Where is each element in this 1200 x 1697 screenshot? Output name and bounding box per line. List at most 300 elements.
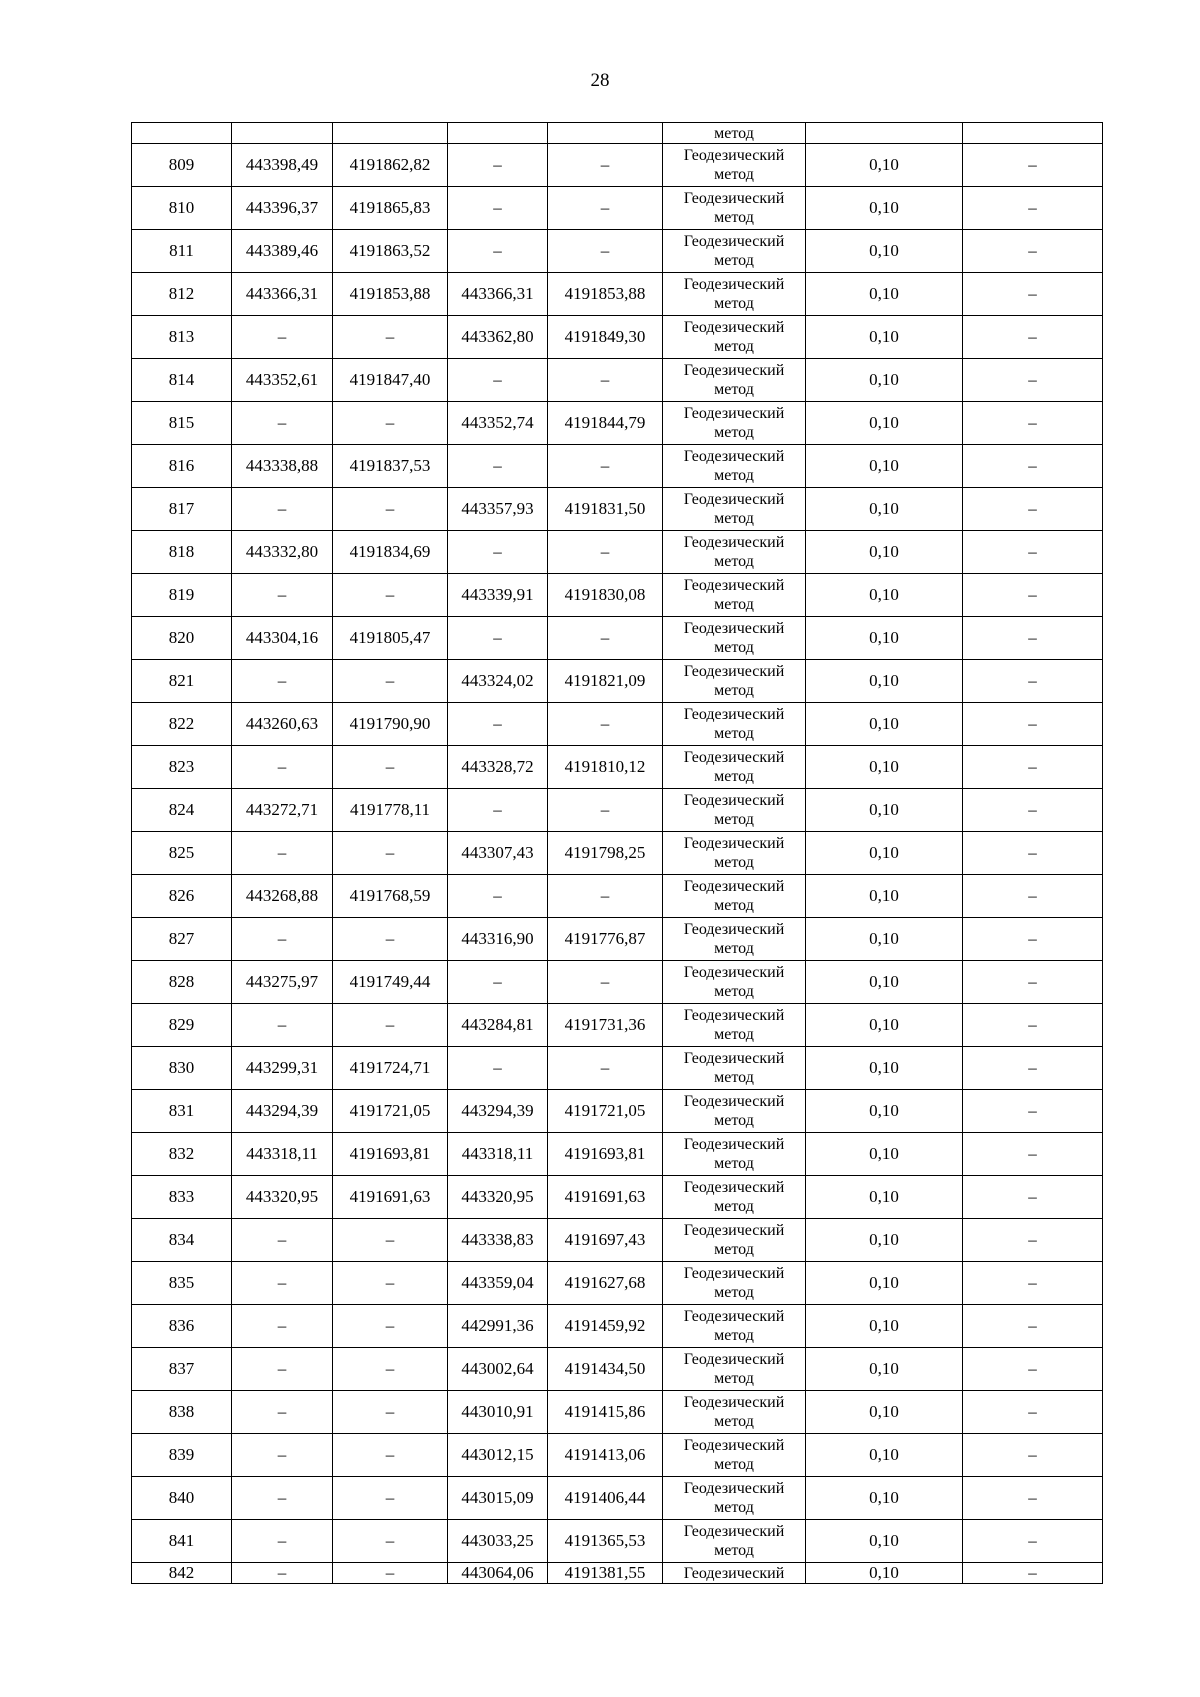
cell-x-existing: 443320,95 <box>232 1176 333 1219</box>
method-line-1: Геодезический <box>683 749 785 766</box>
cell-accuracy: 0,10 <box>806 1133 963 1176</box>
method-line-2: метод <box>714 639 754 656</box>
method-line-1: Геодезический <box>683 190 785 207</box>
cell-point-number: 809 <box>132 144 232 187</box>
cell-point-number: 833 <box>132 1176 232 1219</box>
cell-x-refined: 443352,74 <box>448 402 548 445</box>
method-line-1: Геодезический <box>683 319 785 336</box>
cell-note: – <box>963 445 1103 488</box>
method-line-1: Геодезический <box>683 147 785 164</box>
cell-x-refined: – <box>448 789 548 832</box>
cell-x-refined: – <box>448 359 548 402</box>
method-line-1: Геодезический <box>683 233 785 250</box>
cell-note: – <box>963 230 1103 273</box>
method-line-1: Геодезический <box>683 448 785 465</box>
cell-y-existing: – <box>333 488 448 531</box>
method-line-1: Геодезический <box>683 276 785 293</box>
cell-accuracy: 0,10 <box>806 918 963 961</box>
table-row <box>132 1305 1103 1348</box>
cell-empty <box>548 123 663 144</box>
table-row <box>132 617 1103 660</box>
cell-x-refined: – <box>448 144 548 187</box>
cell-empty <box>132 123 232 144</box>
cell-point-number: 842 <box>132 1563 232 1584</box>
cell-x-refined: – <box>448 445 548 488</box>
method-line-2: метод <box>714 1327 754 1344</box>
cell-accuracy: 0,10 <box>806 1004 963 1047</box>
method-line-1: Геодезический <box>683 878 785 895</box>
method-line-2: метод <box>714 811 754 828</box>
cell-x-refined: 443064,06 <box>448 1563 548 1584</box>
method-line-2: метод <box>714 1069 754 1086</box>
method-text: метод <box>714 124 754 142</box>
table-row <box>132 832 1103 875</box>
cell-note: – <box>963 1305 1103 1348</box>
method-line-1: Геодезический <box>683 577 785 594</box>
cell-y-existing: 4191724,71 <box>333 1047 448 1090</box>
cell-x-refined: 443307,43 <box>448 832 548 875</box>
cell-accuracy: 0,10 <box>806 445 963 488</box>
cell-method <box>663 1391 806 1434</box>
cell-note: – <box>963 1434 1103 1477</box>
cell-y-refined: – <box>548 875 663 918</box>
cell-x-existing: 443396,37 <box>232 187 333 230</box>
cell-y-existing: 4191862,82 <box>333 144 448 187</box>
method-line-2: метод <box>714 854 754 871</box>
table-row <box>132 230 1103 273</box>
cell-note: – <box>963 359 1103 402</box>
method-line-1: Геодезический <box>683 835 785 852</box>
cell-method <box>663 918 806 961</box>
cell-empty <box>448 123 548 144</box>
cell-y-existing: – <box>333 402 448 445</box>
cell-empty <box>806 123 963 144</box>
cell-note: – <box>963 402 1103 445</box>
cell-x-existing: – <box>232 1477 333 1520</box>
method-line-2: метод <box>714 381 754 398</box>
cell-method <box>663 488 806 531</box>
cell-point-number: 826 <box>132 875 232 918</box>
cell-y-refined: – <box>548 144 663 187</box>
cell-x-refined: 443318,11 <box>448 1133 548 1176</box>
cell-x-existing: – <box>232 660 333 703</box>
cell-note: – <box>963 1219 1103 1262</box>
cell-note: – <box>963 832 1103 875</box>
cell-x-refined: 442991,36 <box>448 1305 548 1348</box>
cell-note: – <box>963 273 1103 316</box>
cell-x-refined: 443339,91 <box>448 574 548 617</box>
method-line-1: Геодезический <box>683 405 785 422</box>
cell-method <box>663 746 806 789</box>
method-line-1: Геодезический <box>683 921 785 938</box>
cell-y-existing: 4191790,90 <box>333 703 448 746</box>
cell-method <box>663 1348 806 1391</box>
cell-y-refined: 4191697,43 <box>548 1219 663 1262</box>
method-line-2: метод <box>714 1241 754 1258</box>
cell-x-refined: 443362,80 <box>448 316 548 359</box>
method-line-1: Геодезический <box>683 1265 785 1282</box>
table-row <box>132 875 1103 918</box>
cell-y-existing: – <box>333 1477 448 1520</box>
cell-note: – <box>963 660 1103 703</box>
cell-accuracy: 0,10 <box>806 187 963 230</box>
cell-x-existing: – <box>232 1348 333 1391</box>
cell-x-refined: – <box>448 961 548 1004</box>
cell-method <box>663 1563 806 1584</box>
cell-y-existing: 4191834,69 <box>333 531 448 574</box>
cell-method <box>663 359 806 402</box>
cell-method <box>663 574 806 617</box>
cell-accuracy: 0,10 <box>806 617 963 660</box>
method-line-1: Геодезический <box>683 792 785 809</box>
cell-note: – <box>963 1262 1103 1305</box>
cell-point-number: 827 <box>132 918 232 961</box>
cell-accuracy: 0,10 <box>806 746 963 789</box>
cell-x-refined: – <box>448 703 548 746</box>
cell-x-existing: 443318,11 <box>232 1133 333 1176</box>
cell-y-existing: 4191768,59 <box>333 875 448 918</box>
cell-y-existing: – <box>333 1004 448 1047</box>
method-line-2: метод <box>714 596 754 613</box>
cell-y-existing: – <box>333 316 448 359</box>
cell-method <box>663 703 806 746</box>
page-number: 28 <box>590 70 610 91</box>
cell-x-refined: 443338,83 <box>448 1219 548 1262</box>
cell-method <box>663 1434 806 1477</box>
cell-accuracy: 0,10 <box>806 1305 963 1348</box>
cell-y-existing: 4191693,81 <box>333 1133 448 1176</box>
cell-x-refined: 443316,90 <box>448 918 548 961</box>
table-row <box>132 1262 1103 1305</box>
cell-note: – <box>963 875 1103 918</box>
method-line-2: метод <box>714 983 754 1000</box>
cell-x-refined: 443033,25 <box>448 1520 548 1563</box>
cell-point-number: 818 <box>132 531 232 574</box>
method-line-2: метод <box>714 1112 754 1129</box>
cell-x-existing: – <box>232 1305 333 1348</box>
cell-x-existing: 443272,71 <box>232 789 333 832</box>
method-line-2: метод <box>714 1284 754 1301</box>
method-line-1: Геодезический <box>683 491 785 508</box>
cell-accuracy: 0,10 <box>806 1262 963 1305</box>
cell-method <box>663 1520 806 1563</box>
cell-point-number: 839 <box>132 1434 232 1477</box>
cell-y-refined: 4191415,86 <box>548 1391 663 1434</box>
cell-y-refined: 4191365,53 <box>548 1520 663 1563</box>
cell-x-refined: – <box>448 230 548 273</box>
cell-note: – <box>963 531 1103 574</box>
cell-y-existing: – <box>333 660 448 703</box>
cell-y-existing: 4191847,40 <box>333 359 448 402</box>
cell-x-refined: 443357,93 <box>448 488 548 531</box>
method-line-2: метод <box>714 166 754 183</box>
cell-accuracy: 0,10 <box>806 574 963 617</box>
cell-accuracy: 0,10 <box>806 273 963 316</box>
method-line-2: метод <box>714 1542 754 1559</box>
cell-point-number: 829 <box>132 1004 232 1047</box>
cell-method <box>663 316 806 359</box>
cell-x-existing: 443352,61 <box>232 359 333 402</box>
cell-y-existing: – <box>333 1262 448 1305</box>
cell-x-existing: – <box>232 1520 333 1563</box>
cell-note: – <box>963 1133 1103 1176</box>
cell-x-refined: 443002,64 <box>448 1348 548 1391</box>
table-row <box>132 1004 1103 1047</box>
method-line-2: метод <box>714 1155 754 1172</box>
cell-y-existing: – <box>333 832 448 875</box>
table-row <box>132 445 1103 488</box>
method-line-2: метод <box>714 1026 754 1043</box>
cell-note: – <box>963 488 1103 531</box>
cell-accuracy: 0,10 <box>806 316 963 359</box>
cell-y-existing: – <box>333 1305 448 1348</box>
cell-method <box>663 1047 806 1090</box>
cell-method <box>663 531 806 574</box>
cell-point-number: 810 <box>132 187 232 230</box>
method-line-2: метод <box>714 209 754 226</box>
cell-point-number: 812 <box>132 273 232 316</box>
cell-method <box>663 961 806 1004</box>
cell-x-refined: – <box>448 1047 548 1090</box>
cell-method <box>663 144 806 187</box>
cell-x-existing: 443260,63 <box>232 703 333 746</box>
cell-y-existing: – <box>333 1563 448 1584</box>
cell-note: – <box>963 1004 1103 1047</box>
cell-accuracy: 0,10 <box>806 402 963 445</box>
cell-point-number: 814 <box>132 359 232 402</box>
cell-accuracy: 0,10 <box>806 1047 963 1090</box>
cell-note: – <box>963 617 1103 660</box>
cell-method <box>663 1305 806 1348</box>
cell-y-refined: 4191381,55 <box>548 1563 663 1584</box>
cell-method <box>663 402 806 445</box>
method-line-1: Геодезический <box>683 1308 785 1325</box>
cell-point-number: 813 <box>132 316 232 359</box>
table-row <box>132 961 1103 1004</box>
method-line-1: Геодезический <box>683 964 785 981</box>
cell-y-refined: – <box>548 230 663 273</box>
cell-x-existing: – <box>232 1434 333 1477</box>
cell-y-existing: – <box>333 1520 448 1563</box>
cell-y-refined: 4191731,36 <box>548 1004 663 1047</box>
cell-x-existing: 443275,97 <box>232 961 333 1004</box>
cell-y-refined: 4191776,87 <box>548 918 663 961</box>
cell-x-existing: 443332,80 <box>232 531 333 574</box>
method-line-2: метод <box>714 553 754 570</box>
cell-x-existing: – <box>232 574 333 617</box>
cell-y-refined: 4191693,81 <box>548 1133 663 1176</box>
cell-y-refined: – <box>548 445 663 488</box>
cell-point-number: 836 <box>132 1305 232 1348</box>
cell-x-existing: – <box>232 1391 333 1434</box>
cell-method <box>663 1090 806 1133</box>
cell-note: – <box>963 1391 1103 1434</box>
cell-point-number: 811 <box>132 230 232 273</box>
cell-y-refined: 4191627,68 <box>548 1262 663 1305</box>
method-line-2: метод <box>714 768 754 785</box>
method-line-1: Геодезический <box>683 1050 785 1067</box>
cell-x-existing: – <box>232 1262 333 1305</box>
cell-note: – <box>963 961 1103 1004</box>
method-line-1: Геодезический <box>683 362 785 379</box>
cell-point-number: 841 <box>132 1520 232 1563</box>
method-line-1: Геодезический <box>683 1351 785 1368</box>
cell-y-refined: – <box>548 617 663 660</box>
cell-method <box>663 832 806 875</box>
cell-x-existing: 443398,49 <box>232 144 333 187</box>
cell-note: – <box>963 144 1103 187</box>
method-line-1: Геодезический <box>683 706 785 723</box>
cell-y-refined: – <box>548 961 663 1004</box>
cell-method <box>663 875 806 918</box>
table-row <box>132 488 1103 531</box>
cell-x-existing: – <box>232 402 333 445</box>
cell-point-number: 817 <box>132 488 232 531</box>
table-row <box>132 1176 1103 1219</box>
method-line-1: Геодезический <box>683 534 785 551</box>
cell-empty <box>232 123 333 144</box>
table-row <box>132 1477 1103 1520</box>
cell-y-existing: – <box>333 1219 448 1262</box>
cell-note: – <box>963 918 1103 961</box>
cell-point-number: 824 <box>132 789 232 832</box>
cell-accuracy: 0,10 <box>806 230 963 273</box>
table-row <box>132 1047 1103 1090</box>
table-row <box>132 359 1103 402</box>
cell-point-number: 830 <box>132 1047 232 1090</box>
cell-y-existing: 4191863,52 <box>333 230 448 273</box>
cell-x-existing: – <box>232 488 333 531</box>
cell-x-refined: 443366,31 <box>448 273 548 316</box>
cell-note: – <box>963 1563 1103 1584</box>
cell-point-number: 821 <box>132 660 232 703</box>
cell-y-refined: 4191798,25 <box>548 832 663 875</box>
cell-point-number: 819 <box>132 574 232 617</box>
cell-y-refined: 4191853,88 <box>548 273 663 316</box>
cell-y-refined: 4191810,12 <box>548 746 663 789</box>
cell-point-number: 835 <box>132 1262 232 1305</box>
cell-note: – <box>963 1520 1103 1563</box>
table-row <box>132 746 1103 789</box>
method-line-2: метод <box>714 940 754 957</box>
cell-y-existing: 4191778,11 <box>333 789 448 832</box>
method-line-1: Геодезический <box>683 1136 785 1153</box>
method-line-2: метод <box>714 1456 754 1473</box>
cell-method <box>663 273 806 316</box>
cell-y-refined: 4191434,50 <box>548 1348 663 1391</box>
cell-accuracy: 0,10 <box>806 660 963 703</box>
cell-method <box>663 660 806 703</box>
cell-point-number: 825 <box>132 832 232 875</box>
cell-y-existing: – <box>333 1391 448 1434</box>
cell-accuracy: 0,10 <box>806 1219 963 1262</box>
cell-method <box>663 1262 806 1305</box>
cell-x-refined: 443284,81 <box>448 1004 548 1047</box>
cell-y-existing: – <box>333 746 448 789</box>
cell-accuracy: 0,10 <box>806 1090 963 1133</box>
method-line-2: метод <box>714 295 754 312</box>
cell-y-existing: 4191721,05 <box>333 1090 448 1133</box>
cell-y-existing: – <box>333 1434 448 1477</box>
method-line-2: метод <box>714 338 754 355</box>
cell-x-refined: 443012,15 <box>448 1434 548 1477</box>
cell-accuracy: 0,10 <box>806 1434 963 1477</box>
cell-point-number: 822 <box>132 703 232 746</box>
cell-point-number: 820 <box>132 617 232 660</box>
cell-x-existing: – <box>232 1004 333 1047</box>
cell-note: – <box>963 1090 1103 1133</box>
cell-method <box>663 445 806 488</box>
cell-point-number: 837 <box>132 1348 232 1391</box>
cell-accuracy: 0,10 <box>806 1477 963 1520</box>
cell-x-existing: 443299,31 <box>232 1047 333 1090</box>
table-row <box>132 703 1103 746</box>
cell-method <box>663 617 806 660</box>
cell-y-existing: – <box>333 574 448 617</box>
cell-point-number: 831 <box>132 1090 232 1133</box>
method-line-2: метод <box>714 1370 754 1387</box>
cell-x-refined: 443320,95 <box>448 1176 548 1219</box>
cell-empty <box>333 123 448 144</box>
method-line-2: метод <box>714 682 754 699</box>
table-row <box>132 187 1103 230</box>
cell-point-number: 840 <box>132 1477 232 1520</box>
cell-note: – <box>963 574 1103 617</box>
method-line-2: метод <box>714 897 754 914</box>
cell-point-number: 828 <box>132 961 232 1004</box>
method-line-1: Геодезический <box>683 1222 785 1239</box>
cell-accuracy: 0,10 <box>806 144 963 187</box>
cell-x-refined: – <box>448 531 548 574</box>
method-line-1: Геодезический <box>683 1480 785 1497</box>
cell-x-refined: – <box>448 187 548 230</box>
table-row <box>132 1090 1103 1133</box>
table-row <box>132 1391 1103 1434</box>
cell-x-existing: – <box>232 1219 333 1262</box>
cell-accuracy: 0,10 <box>806 875 963 918</box>
method-line-1: Геодезический <box>683 1007 785 1024</box>
cell-y-refined: 4191849,30 <box>548 316 663 359</box>
cell-note: – <box>963 703 1103 746</box>
cell-x-existing: 443304,16 <box>232 617 333 660</box>
cell-method <box>663 1219 806 1262</box>
cell-accuracy: 0,10 <box>806 1391 963 1434</box>
cell-y-existing: – <box>333 918 448 961</box>
cell-y-existing: 4191865,83 <box>333 187 448 230</box>
cell-y-refined: – <box>548 187 663 230</box>
cell-method <box>663 1004 806 1047</box>
method-line-2: метод <box>714 725 754 742</box>
cell-note: – <box>963 746 1103 789</box>
table-row <box>132 660 1103 703</box>
cell-accuracy: 0,10 <box>806 1563 963 1584</box>
cell-accuracy: 0,10 <box>806 703 963 746</box>
cell-x-existing: – <box>232 1563 333 1584</box>
cell-empty <box>963 123 1103 144</box>
method-line-1: Геодезический <box>683 1564 785 1582</box>
cell-y-refined: 4191691,63 <box>548 1176 663 1219</box>
cell-method <box>663 789 806 832</box>
cell-accuracy: 0,10 <box>806 488 963 531</box>
cell-x-existing: – <box>232 918 333 961</box>
cell-x-refined: 443328,72 <box>448 746 548 789</box>
cell-y-refined: 4191831,50 <box>548 488 663 531</box>
cell-y-refined: 4191844,79 <box>548 402 663 445</box>
method-line-2: метод <box>714 510 754 527</box>
cell-y-refined: 4191721,05 <box>548 1090 663 1133</box>
cell-x-refined: – <box>448 875 548 918</box>
cell-y-refined: – <box>548 1047 663 1090</box>
